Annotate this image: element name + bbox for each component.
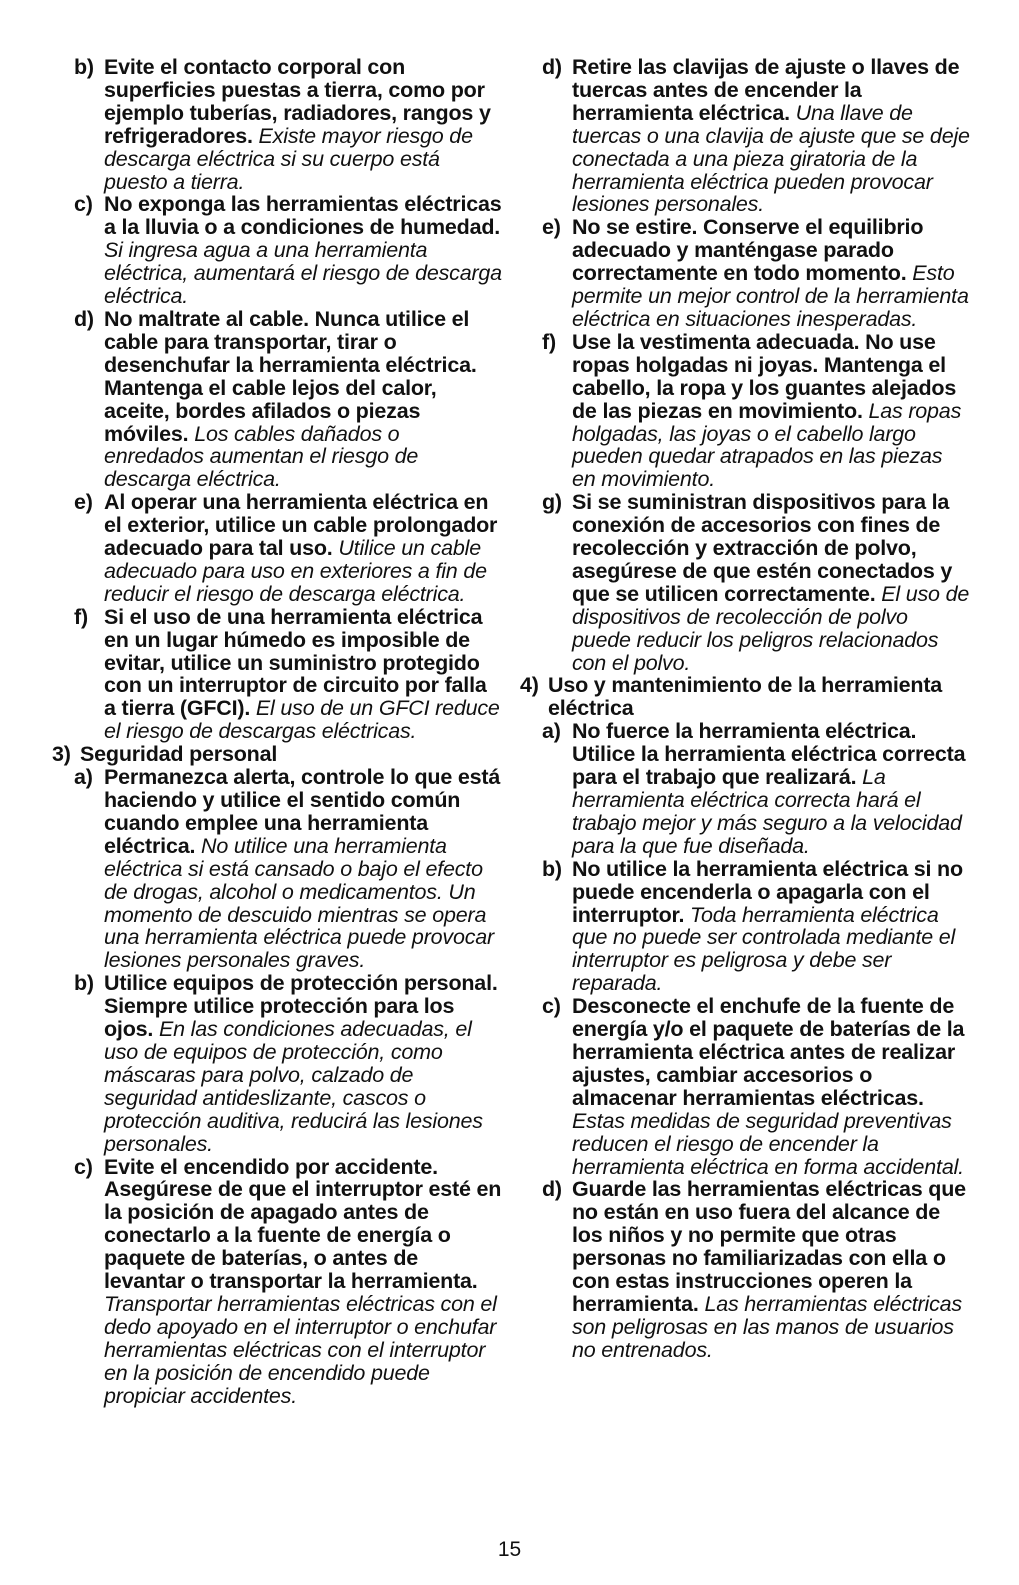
item-marker: d) xyxy=(74,306,94,331)
item-marker: c) xyxy=(74,192,93,217)
item-instruction: No utilice la herramienta eléctrica si no puede encenderla o apagarla con el interruptor. xyxy=(572,856,963,927)
item-explanation: Las ropas holgadas, las joyas o el cabello largo pueden quedar atrapados en las piezas en movimiento. xyxy=(572,398,962,492)
item-marker: b) xyxy=(74,971,94,996)
list-item-b-proteccion xyxy=(52,972,502,1155)
section-number: 3) xyxy=(52,742,71,767)
list-item-d-clavijas xyxy=(520,56,970,216)
item-marker: g) xyxy=(542,490,562,515)
item-explanation: Estas medidas de seguridad preventivas reducen el riesgo de encender la herramienta eléctrica en forma accidental. xyxy=(572,1108,964,1179)
page-number: 15 xyxy=(497,1538,522,1561)
list-item-c-desconecte xyxy=(520,995,970,1178)
section-heading-seguridad-personal xyxy=(52,743,502,766)
item-explanation: Toda herramienta eléctrica que no puede ser controlada mediante el interruptor es peligrosa y debe ser reparada. xyxy=(572,902,956,996)
item-marker: e) xyxy=(74,490,93,515)
list-item-c-lluvia xyxy=(52,193,502,308)
item-marker: a) xyxy=(542,719,561,744)
item-instruction: Guarde las herramientas eléctricas que no están en uso fuera del alcance de los niños y no permite que otras personas no familiarizadas con ella o con estas instrucciones operen la herramienta. xyxy=(572,1177,966,1316)
item-marker: f) xyxy=(74,604,88,629)
item-explanation: Existe mayor riesgo de descarga eléctrica si su cuerpo está puesto a tierra. xyxy=(104,123,473,194)
right-column xyxy=(520,56,970,1362)
item-marker: c) xyxy=(74,1154,93,1179)
list-item-e-equilibrio xyxy=(520,216,970,331)
section-title: Uso y mantenimiento de la herramienta eléctrica xyxy=(548,673,943,721)
item-marker: b) xyxy=(542,856,562,881)
section-number: 4) xyxy=(520,673,539,698)
item-instruction: No maltrate al cable. Nunca utilice el cable para transportar, tirar o desenchufar la herramienta eléctrica. Mantenga el cable lejos del calor, aceite, bordes afilados o piezas móviles. xyxy=(104,306,477,446)
list-item-f-vestimenta xyxy=(520,331,970,491)
item-marker: d) xyxy=(542,1177,562,1202)
item-instruction: Utilice equipos de protección personal. Siempre utilice protección para los ojos. xyxy=(104,971,498,1042)
section-heading-uso-mantenimiento xyxy=(520,674,970,720)
item-explanation: Esto permite un mejor control de la herramienta eléctrica en situaciones inesperadas. xyxy=(572,261,969,331)
item-explanation: El uso de un GFCI reduce el riesgo de descargas eléctricas. xyxy=(104,696,500,744)
list-item-b-interruptor xyxy=(520,858,970,995)
item-instruction: No exponga las herramientas eléctricas a la lluvia o a condiciones de humedad. xyxy=(104,192,502,240)
item-marker: f) xyxy=(542,329,556,354)
item-explanation: Transportar herramientas eléctricas con el dedo apoyado en el interruptor o enchufar herramientas eléctricas con el interruptor en la posición de encendido puede propiciar accidentes. xyxy=(104,1291,497,1408)
item-instruction: Si el uso de una herramienta eléctrica en un lugar húmedo es imposible de evitar, utilice un suministro protegido con un interruptor de circuito por falla a tierra (GFCI). xyxy=(104,604,487,721)
item-explanation: Si ingresa agua a una herramienta eléctrica, aumentará el riesgo de descarga eléctrica. xyxy=(104,238,502,309)
left-column xyxy=(52,56,502,1407)
list-item-b-contacto xyxy=(52,56,502,193)
item-instruction: Evite el encendido por accidente. Asegúrese de que el interruptor esté en la posición de apagado antes de conectarlo a la fuente de energía o paquete de baterías, o antes de levantar o transportar la herramienta. xyxy=(104,1154,502,1294)
item-explanation: Utilice un cable adecuado para uso en exteriores a fin de reducir el riesgo de descarga eléctrica. xyxy=(104,536,487,606)
item-instruction: No fuerce la herramienta eléctrica. Utilice la herramienta eléctrica correcta para el trabajo que realizará. xyxy=(572,719,966,790)
item-explanation: Una llave de tuercas o una clavija de ajuste que se deje conectada a una pieza giratoria de la herramienta eléctrica pueden provocar lesiones personales. xyxy=(572,100,970,217)
list-item-d-guarde xyxy=(520,1178,970,1361)
item-marker: e) xyxy=(542,215,561,240)
item-instruction: Si se suministran dispositivos para la conexión de accesorios con fines de recolección y extracción de polvo, asegúrese de que estén conectados y que se utilicen correctamente. xyxy=(572,490,953,606)
list-item-c-encendido xyxy=(52,1156,502,1408)
list-item-g-polvo xyxy=(520,491,970,674)
item-marker: d) xyxy=(542,55,562,79)
item-instruction: Permanezca alerta, controle lo que está haciendo y utilice el sentido común cuando emplee una herramienta eléctrica. xyxy=(104,765,501,858)
item-marker: c) xyxy=(542,994,561,1019)
list-item-a-fuerce xyxy=(520,720,970,857)
list-item-f-humedo xyxy=(52,606,502,743)
list-item-e-exterior xyxy=(52,491,502,606)
item-instruction: Use la vestimenta adecuada. No use ropas holgadas ni joyas. Mantenga el cabello, la ropa y los guantes alejados de las piezas en movimiento. xyxy=(572,329,957,423)
item-marker: a) xyxy=(74,765,93,790)
item-explanation: El uso de dispositivos de recolección de polvo puede reducir los peligros relacionados con el polvo. xyxy=(572,581,970,675)
item-instruction: Desconecte el enchufe de la fuente de energía y/o el paquete de baterías de la herramienta eléctrica antes de realizar ajustes, cambiar accesorios o almacenar herramientas eléctricas. xyxy=(572,994,965,1110)
item-instruction: Evite el contacto corporal con superficies puestas a tierra, como por ejemplo tuberías, radiadores, rangos y refrigeradores. xyxy=(104,55,491,148)
item-explanation: No utilice una herramienta eléctrica si está cansado o bajo el efecto de drogas, alcohol o medicamentos. Un momento de descuido mientras se opera una herramienta eléctrica puede provocar lesiones personales graves. xyxy=(104,833,494,973)
list-item-d-cable xyxy=(52,308,502,491)
item-instruction: No se estire. Conserve el equilibrio adecuado y manténgase parado correctamente en todo momento. xyxy=(572,215,924,286)
item-explanation: En las condiciones adecuadas, el uso de equipos de protección, como máscaras para polvo, calzado de seguridad antideslizante, cascos o protección auditiva, reducirá las lesiones personales. xyxy=(104,1017,483,1156)
item-instruction: Al operar una herramienta eléctrica en el exterior, utilice un cable prolongador adecuado para tal uso. xyxy=(104,490,498,561)
item-explanation: Las herramientas eléctricas son peligrosas en las manos de usuarios no entrenados. xyxy=(572,1291,962,1362)
item-marker: b) xyxy=(74,55,94,79)
item-instruction: Retire las clavijas de ajuste o llaves de tuercas antes de encender la herramienta eléctrica. xyxy=(572,55,960,125)
item-explanation: Los cables dañados o enredados aumentan el riesgo de descarga eléctrica. xyxy=(104,421,419,492)
list-item-a-alerta xyxy=(52,766,502,972)
section-title: Seguridad personal xyxy=(80,742,278,767)
item-explanation: La herramienta eléctrica correcta hará el trabajo mejor y más seguro a la velocidad para la que fue diseñada. xyxy=(572,765,962,858)
